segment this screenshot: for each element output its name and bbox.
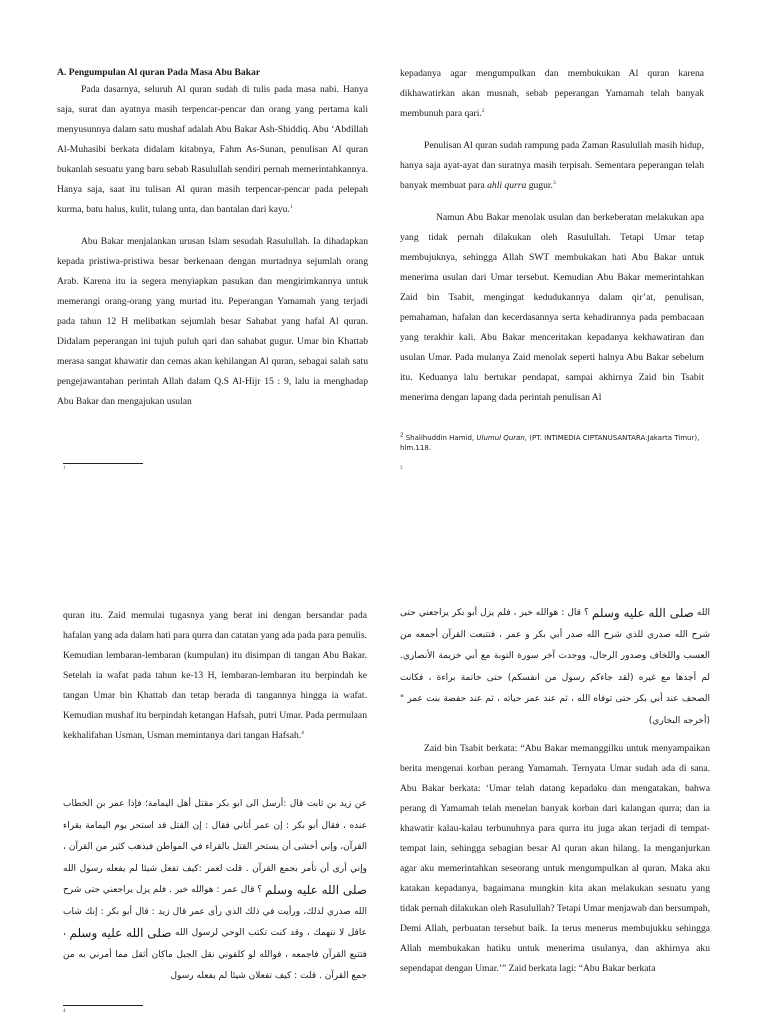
footnote-ref: 4 (301, 729, 304, 736)
paragraph: quran itu. Zaid memulai tugasnya yang berat ini dengan bersandar pada hafalan yang ada dalam hati para qurra dan catatan yang ada pada para penulis. Kemudian lembaran-lembaran (kumpulan) itu disimpan di tangan Abu Bakar. Setelah ia wafat pada tahun ke-13 H, lembaran-lembaran itu berpindah ke tangan Umar bin Khattab dan tetap berada di tangannya hingga ia wafat. Kemudian mushaf itu berpindah ketangan Hafsah, putri Umar. Pada permulaan kekhalifahan Usman, Usman memintanya dari tangan Hafsah.$^4$ (63, 610, 367, 741)
arabic-hadith-text: الله صلى الله عليه وسلم ؟ قال : هوالله خير ، فلم يزل أبو بكر يراجعني حتى شرح الله صدري للذي شرح الله صدر أبي بكر و عمر ، فتتبعت القرآن أجمعه من العسب واللخاف وصدور الرجال، ووجدت آخر سورة التوبة مع أبي خزيمة الأنصاري. لم أجدها مع غيره (لقد جاءكم رسول من انفسكم) حتى خاتمة براءة ، فكانت الصحف عند أبي بكر حتى توفاه الله ، ثم عند عمر حياته ، ثم عند حفصة بنت عمر "(أخرجه البخاري) (400, 605, 710, 726)
paragraph: Pada dasarnya, seluruh Al quran sudah di tulis pada masa nabi. Hanya saja, surat dan ayatnya masih terpencar-pencar dan orang yang pertama kali menyusunnya dalam satu mushaf adalah Abu Bakar Ash-Shiddiq. Abu ‘Abdillah Al-Muhasibi berkata didalam kitabnya, Fahm As-Sunan, penulisan Al quran bukanlah sesuatu yang baru sebab Rasulullah sendiri pernah memerintahkannya. Hanya saja, saat itu tulisan Al quran masih terpencar-pencar pada pelepah kurma, batu halus, kulit, tulang unta, dan bantalan dari kayu.$^1$ (57, 84, 368, 215)
footnote-marker: 1 (63, 466, 66, 471)
footnote-divider (63, 1005, 143, 1006)
page2-right-column (400, 739, 710, 979)
footnote-divider (63, 463, 143, 464)
paragraph: Zaid bin Tsabit berkata: “Abu Bakar memanggilku untuk menyampaikan berita mengenai korban perang Yamamah. Ternyata Umar sudah ada di sana. Abu Bakar berkata: ‘Umar telah datang kepadaku dan mengatakan, bahwa perang di Yamamah telah menelan banyak korban dari kalangan qurra; dan ia khawatir kalau-kalau terbunuhnya para qurra itu juga akan terjadi di tempat-tempat lain, sehingga sebagian besar Al quran akan hilang. Ia menganjurkan agar aku memerintahkan seseorang untuk mengumpulkan al quran. Maka aku katakan kepadanya, bagaimana mungkin kita akan melakukan sesuatu yang tidak pernah dilakukan oleh Rasulullah? Tetapi Umar menjawab dan bersumpah, Demi Allah, perbuatan tersebut baik. Ia terus menerus membujukku sehingga Allah membukakan hatiku untuk menerima usulanya, dan akhirnya aku sependapat dengan Umar.’” Zaid berkata lagi: “Abu Bakar berkata (400, 743, 710, 974)
salawat-calligraphy: صلى الله عليه وسلم (591, 605, 694, 620)
paragraph: kepadanya agar mengumpulkan dan membukukan Al quran karena dikhawatirkan akan musnah, sebab peperangan Yamamah telah banyak membunuh para qari.$^2$ (400, 68, 704, 119)
footnote-ref: 3 (552, 179, 556, 186)
page2-left-column (63, 606, 367, 746)
footnote-ref: 1 (289, 203, 293, 210)
page1-right-column (400, 64, 704, 408)
arabic-hadith-text: عن زيد بن ثابت قال :أرسل الى ابو بكر مقتل أهل اليمامة؛ فإذا عمر بن الخطاب عنده ، فقال أبو بكر : إن عمر أتاني فقال : إن القتل قد استحر يوم اليمامة بقراء القرآن، وإني أخشى أن يستحر القتل بالقراء في المواطن فيذهب كثير من القرآن ، وإني أرى أن تأمر بجمع القرآن . قلت لعمر :كيف تفعل شيئا لم يفعله رسول الله صلى الله عليه وسلم ؟ قال عمر : هوالله خير . فلم يزل يراجعني حتى شرح الله صدري لذلك، ورأيت في ذلك الذي رأى عمر قال زيد : قال أبو بكر : إنك شاب عاقل لا نتهمك ، وقد كنت تكتب الوحي لرسول الله صلى الله عليه وسلم ، فتتبع القرآن فاجمعه ، فوالله لو كلفوني نقل الجبل ماكان أثقل مما أمرني به من جمع القرآن . قلت : كيف تفعلان شيئا لم يفعله رسول (63, 799, 367, 981)
salawat-calligraphy: صلى الله عليه وسلم (265, 882, 367, 897)
footnote-marker: 4 (63, 1009, 66, 1014)
footnote-marker: 3 (400, 466, 403, 471)
footnote-ref: 2 (481, 107, 485, 114)
section-heading: A. Pengumpulan Al quran Pada Masa Abu Bakar (57, 67, 261, 78)
footnote-number: 2 (400, 432, 404, 439)
footnote-text: $^2$ Shalihuddin Hamid, Ulumul Quran, (PT. INTIMEDIA CIPTANUSANTARA:Jakarta Timur), hlm.118. (400, 432, 700, 452)
paragraph: Abu Bakar menjalankan urusan Islam sesudah Rasulullah. Ia dihadapkan kepada pristiwa-pristiwa besar berkenaan dengan murtadnya sejumlah orang Arab. Karena itu ia segera menyiapkan pasukan dan mengirimkannya untuk memerangi orang-orang yang murtad itu. Peperangan Yamamah yang terjadi pada tahun 12 H melibatkan sejumlah besar Sahabat yang hafal Al quran. Didalam peperangan ini tujuh puluh qari dan sahabat gugur. Umar bin Khattab merasa sangat khawatir dan cemas akan kehilangan Al quran, sebagai salah satu pengejawantahan perintah Allah dalam Q.S Al-Hijr 15 : 9, lalu ia menghadap Abu Bakar dan mengajukan usulan (57, 236, 368, 407)
salawat-calligraphy: صلى الله عليه وسلم (69, 925, 172, 940)
emphasis: ahli qurra (487, 180, 527, 191)
paragraph: Penulisan Al quran sudah rampung pada Zaman Rasulullah masih hidup, hanya saja ayat-ayat dan suratnya masih terpisah. Sementara peperangan telah banyak membuat para ahli qurra gugur.$^3$ (400, 140, 704, 191)
page1-left-column (57, 66, 368, 412)
paragraph: Namun Abu Bakar menolak usulan dan berkeberatan melakukan apa yang tidak pernah dilakukan oleh Rasulullah. Tetapi Umar tetap membujuknya, sehingga Allah SWT membukakan hati Abu Bakar untuk menerima usulan dari Umar tersebut. Kemudian Abu Bakar memerintahkan Zaid bin Tsabit, mengingat kedudukannya dalam qir’at, penulisan, pemahaman, hafalan dan kecerdasannya serta kehadirannya pada pembacaan yang terakhir kali. Abu Bakar menceritakan kepadanya kekhawatiran dan usulan Umar. Pada mulanya Zaid menolak seperti halnya Abu Bakar sebelum itu. Keduanya lalu bertukar pendapat, sampai akhirnya Zaid bin Tsabit menerima dengan lapang dada perintah penulisan Al (400, 212, 704, 403)
